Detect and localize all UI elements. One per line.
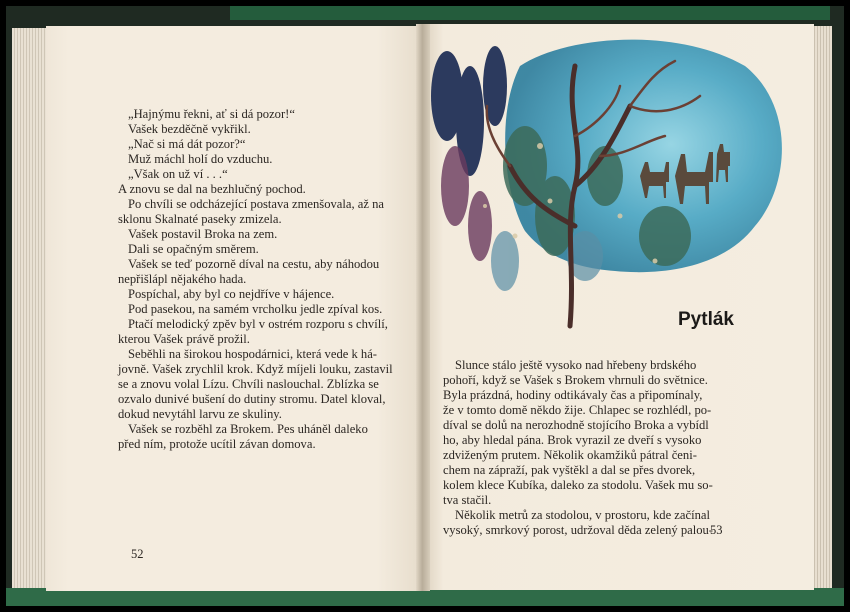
text-line: A znovu se dal na bezhlučný pochod.	[118, 182, 306, 196]
cover-edge-top	[230, 6, 830, 20]
chapter-title: Pytlák	[678, 309, 734, 330]
text-line: Vašek se rozběhl za Brokem. Pes uháněl daleko	[128, 422, 368, 436]
text-line: Muž máchl holí do vzduchu.	[128, 152, 273, 166]
text-line: kterou Vašek právě prožil.	[118, 332, 250, 346]
text-line: tva stačil.	[443, 493, 492, 507]
text-line: pohoří, když se Vašek s Brokem vhrnuli do světnice.	[443, 373, 708, 387]
left-page-edges	[12, 28, 48, 588]
text-line: Ptačí melodický zpěv byl v ostrém rozporu s chvílí,	[128, 317, 388, 331]
text-line: Pospíchal, aby byl co nejdříve v hájence.	[128, 287, 335, 301]
text-line: ho, aby hledal pána. Brok vyrazil ze dveří s vysoko	[443, 433, 702, 447]
page-number-left: 52	[131, 547, 144, 561]
text-line: dokud nevytáhl larvu ze skuliny.	[118, 407, 282, 421]
text-line: „Nač si má dát pozor?“	[128, 137, 246, 151]
text-line: Byla prázdná, hodiny odtikávaly čas a připomínaly,	[443, 388, 703, 402]
text-line: před ním, protože ucítil závan domova.	[118, 437, 316, 451]
text-line: Vašek bezděčně vykřikl.	[128, 122, 251, 136]
page-number-right: 53	[710, 523, 723, 537]
forest-deer-illustration-icon	[425, 26, 790, 346]
text-line: „Hajnýmu řekni, ať si dá pozor!“	[128, 107, 295, 121]
text-line: zdviženým prutem. Několik okamžiků pátral čeni-	[443, 448, 697, 462]
text-line: se a znovu volal Lízu. Chvíli naslouchal. Zblízka se	[118, 377, 379, 391]
text-line: Po chvíli se odcházející postava zmenšovala, až na	[128, 197, 384, 211]
text-line: Několik metrů za stodolou, v prostoru, kde začínal	[455, 508, 710, 522]
right-page-edges	[812, 26, 832, 588]
text-line: Vašek postavil Broka na zem.	[128, 227, 278, 241]
text-line: chem na zápraží, pak vyštěkl a dal se přes dvorek,	[443, 463, 696, 477]
text-line: vysoký, smrkový porost, udržoval děda zelený palou-	[443, 523, 714, 537]
text-line: Vašek se teď pozorně díval na cestu, aby náhodou	[128, 257, 380, 271]
text-line: Dali se opačným směrem.	[128, 242, 259, 256]
text-line: Slunce stálo ještě vysoko nad hřebeny brdského	[455, 358, 697, 372]
text-line: díval se dolů na nerozhodně stojícího Broka a vybídl	[443, 418, 709, 432]
text-line: Pod pasekou, na samém vrcholku jedle zpíval kos.	[128, 302, 383, 316]
text-line: kolem klece Kubíka, daleko za stodolu. Vašek mu so-	[443, 478, 713, 492]
text-line: že v tomto domě někdo žije. Chlapec se rozhlédl, po-	[443, 403, 712, 417]
text-line: ozvalo dunivé bušení do dutiny stromu. Datel kloval,	[118, 392, 386, 406]
text-line: Seběhli na širokou hospodárnici, která vede k há-	[128, 347, 378, 361]
text-line: sklonu Skalnaté paseky zmizela.	[118, 212, 282, 226]
text-line: nepřišlápl nějakého hada.	[118, 272, 247, 286]
text-line: „Však on už ví . . .“	[128, 167, 228, 181]
text-line: jovně. Vašek zrychlil krok. Když míjeli louku, zastavil	[118, 362, 393, 376]
